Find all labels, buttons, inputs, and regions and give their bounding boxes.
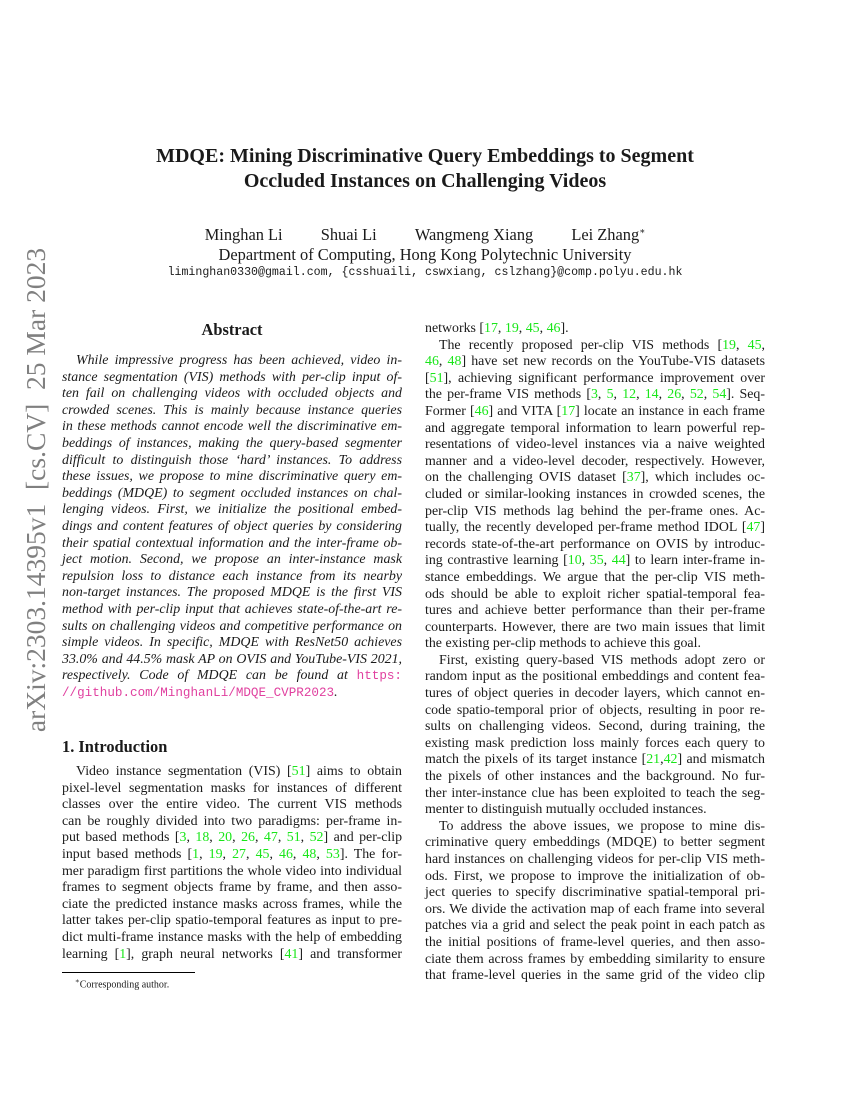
text-line: the initial positions of frame-level queries, and then asso- [425, 934, 765, 950]
text-line: crowded scenes. This is mainly because instance queries [62, 402, 402, 418]
citation-link[interactable]: 45 [255, 846, 270, 862]
text-line: input based methods [1, 19, 27, 45, 46, 48, 53]. The for- [62, 846, 402, 862]
right-column-body [425, 321, 765, 985]
author-list [0, 225, 850, 245]
text-line: ject motion. Second, we propose an inter-instance mask [62, 552, 402, 568]
citation-link[interactable]: 46 [474, 403, 489, 419]
text-line: random input as the positional embeddings and content fea- [425, 669, 765, 685]
text-line: learning [1], graph neural networks [41] and transformer [62, 946, 403, 962]
citation-link[interactable]: 46 [279, 846, 293, 862]
text-line: the existing per-clip methods to achieve this goal. [425, 636, 701, 652]
citation-link[interactable]: 52 [689, 387, 704, 403]
text-line: repulsion loss to distance each instance from its nearby [62, 568, 402, 584]
citation-link[interactable]: 26 [667, 387, 682, 403]
citation-link[interactable]: 42 [663, 752, 678, 768]
citation-link[interactable]: 26 [241, 830, 255, 846]
text-line: ciate them across frames by embedding similarity to ensure [425, 951, 765, 967]
text-line: on the challenging OVIS dataset [37], which includes oc- [425, 470, 765, 486]
citation-link[interactable]: 48 [447, 354, 462, 370]
text-line: method with per-clip input that achieves state-of-the-art re- [62, 601, 402, 617]
citation-link[interactable]: 51 [429, 370, 444, 386]
text-line: Video instance segmentation (VIS) [51] aims to obtain [76, 764, 402, 779]
affiliation: Department of Computing, Hong Kong Polytechnic University [218, 245, 632, 264]
text-line: per-clip VIS methods lag behind the per-frame ones. Ac- [425, 503, 765, 519]
citation-link[interactable]: 51 [286, 830, 301, 846]
citation-link[interactable]: 45 [747, 337, 762, 353]
citation-link[interactable]: 45 [525, 321, 540, 336]
citation-link[interactable]: 19 [722, 337, 736, 353]
citation-link[interactable]: 1 [119, 946, 127, 962]
text-line: ten fail on challenging videos with occluded objects and [62, 386, 402, 402]
text-line: frames to segment objects frame by frame, and then asso- [62, 880, 402, 896]
abstract-text: respectively. Code of MDQE can be found at [62, 668, 357, 684]
citation-link[interactable]: 47 [263, 830, 278, 846]
text-line: ing contrastive learning [10, 35, 44] to learn inter-frame in- [425, 553, 765, 569]
citation-link[interactable]: 20 [218, 830, 233, 846]
citation-link[interactable]: 10 [567, 553, 582, 569]
text-line: counterparts. However, there are two main issues that limit [425, 619, 765, 635]
text-line: ors. We divide the activation map of each frame into several [425, 901, 765, 917]
footnote-mark: ∗ [75, 977, 80, 985]
text-line: tures and achieve better performance than their per-frame [425, 603, 765, 619]
citation-link[interactable]: 54 [712, 387, 727, 403]
text-line: networks [17, 19, 45, 46]. [425, 321, 569, 336]
citation-link[interactable]: 52 [309, 830, 324, 846]
citation-link[interactable]: 46 [546, 321, 561, 336]
citation-link[interactable]: 46 [425, 354, 439, 370]
arxiv-identifier: arXiv:2303.14395v1 [cs.CV] 25 Mar 2023 [20, 247, 51, 733]
abstract-body [62, 353, 402, 701]
citation-link[interactable]: 17 [561, 403, 576, 419]
text-line: 46, 48] have set new records on the YouTube-VIS datasets [425, 354, 765, 370]
text-line: the pixels of other instances and the background. No fur- [425, 769, 765, 785]
text-line: The recently proposed per-clip VIS methods [19, 45, [439, 337, 765, 353]
citation-link[interactable]: 19 [504, 321, 519, 336]
text-line [62, 668, 402, 685]
citation-link[interactable]: 1 [192, 846, 200, 862]
citation-link[interactable]: 37 [626, 470, 641, 486]
citation-link[interactable]: 48 [302, 846, 317, 862]
text-line: non-target instances. The proposed MDQE is the first VIS [62, 585, 402, 601]
footnote [75, 977, 169, 990]
text-line: stance embeddings. We argue that the per-clip VIS meth- [425, 569, 765, 585]
text-line: code spatio-temporal prior of objects, resulting in poor re- [425, 702, 765, 718]
citation-link[interactable]: 27 [232, 846, 246, 862]
text-line: tures of object queries in decoder layers, which cannot en- [425, 686, 765, 702]
text-line: To address the above issues, we propose to mine dis- [439, 818, 765, 834]
text-line: ject queries to specify discriminative spatial-temporal pri- [425, 885, 765, 901]
text-line: match the pixels of its target instance [21,42] and mismatch [425, 752, 765, 768]
citation-link[interactable]: 19 [208, 846, 223, 862]
text-line: sults on challenging videos and competitive performance on [62, 618, 402, 634]
text-line: 33.0% and 44.5% mask AP on OVIS and YouTube-VIS 2021, [62, 651, 402, 667]
text-line: existing mask prediction loss mainly forces each query to [425, 735, 765, 751]
text-line: beddings of instances, making the query-based segmenter [62, 435, 402, 451]
paper-title-line-1: MDQE: Mining Discriminative Query Embeddings to Segment [156, 145, 694, 167]
text-line: pixel-level segmentation masks for instances of different [62, 780, 402, 796]
section-heading-introduction: 1. Introduction [62, 737, 168, 756]
code-url-link[interactable]: https: [356, 669, 402, 684]
text-line: records state-of-the-art performance on OVIS by introduc- [425, 536, 765, 552]
text-line: ods. First, we propose to improve the initialization of ob- [425, 868, 765, 884]
text-line: can be roughly divided into two paradigms: per-frame in- [62, 813, 402, 829]
citation-link[interactable]: 18 [195, 830, 210, 846]
text-line: mer paradigm first partitions the whole video into individual [62, 863, 402, 879]
corresponding-mark: ∗ [639, 226, 646, 236]
text-line: dict multi-frame instance masks with the help of embedding [62, 929, 402, 945]
abstract-heading: Abstract [201, 320, 263, 339]
text-line: classes over the entire video. The current VIS methods [62, 797, 402, 813]
text-line: in these methods cannot encode well the discriminative em- [62, 419, 402, 435]
author-name: Wangmeng Xiang [414, 225, 534, 244]
citation-link[interactable]: 53 [325, 846, 340, 862]
author-name: Lei Zhang [571, 225, 640, 244]
citation-link[interactable]: 51 [291, 764, 306, 779]
author-name: Minghan Li [204, 225, 283, 244]
text-line: [51], achieving significant performance improvement over [425, 370, 765, 386]
abstract-text: . [334, 684, 338, 700]
text-line: simple videos. In specific, MDQE with ResNet50 achieves [62, 635, 402, 651]
text-line: Former [46] and VITA [17] locate an instance in each frame [425, 403, 765, 419]
text-line: put based methods [3, 18, 20, 26, 47, 51, 52] and per-clip [62, 830, 403, 846]
citation-link[interactable]: 35 [589, 553, 604, 569]
left-column-body [62, 764, 402, 963]
text-line: dings and content features of object queries by considering [62, 518, 402, 534]
text-line: difficult to distinguish those ‘hard’ instances. To address [62, 452, 402, 468]
footnote-rule [62, 972, 195, 973]
citation-link[interactable]: 21 [646, 752, 661, 768]
author-name: Shuai Li [320, 225, 377, 244]
text-line: beddings (MDQE) to segment occluded instances on chal- [62, 485, 402, 501]
author-emails: liminghan0330@gmail.com, {csshuaili, cswxiang, cslzhang}@comp.polyu.edu.hk [167, 266, 683, 279]
text-line: latter takes per-clip spatio-temporal features as input to pre- [62, 913, 402, 929]
text-line: hard instances on challenging videos for per-clip VIS meth- [425, 852, 765, 867]
text-line: First, existing query-based VIS methods adopt zero or [439, 652, 765, 668]
text-line: cluded or similar-looking instances in crowded scenes, the [425, 486, 765, 502]
citation-link[interactable]: 44 [611, 553, 626, 569]
text-line: their spatial contextual information and the inter-frame ob- [62, 535, 402, 551]
citation-link[interactable]: 14 [644, 387, 659, 403]
text-line: that frame-level queries in the same grid of the video clip [425, 968, 765, 984]
text-line: criminative query embeddings (MDQE) to better segment [425, 835, 765, 851]
text-line [62, 685, 402, 702]
citation-link[interactable]: 41 [284, 946, 299, 962]
citation-link[interactable]: 5 [606, 387, 614, 403]
text-line: menter to distinguish mutually occluded instances. [425, 802, 707, 818]
text-line: these issues, we propose to mine discriminative query em- [62, 469, 402, 485]
text-line: resentations of video-level instances via a naive weighted [425, 437, 765, 453]
citation-link[interactable]: 47 [746, 520, 761, 536]
text-line: sults on challenging videos. Second, during training, the [425, 719, 765, 735]
citation-link[interactable]: 3 [590, 387, 598, 403]
text-line: the per-frame VIS methods [3, 5, 12, 14, 26, 52, 54]. Seq- [425, 387, 765, 403]
text-line: manner and a video-level decoder, respectively. However, [425, 453, 765, 469]
text-line: tually, the recently developed per-frame method IDOL [47] [425, 520, 765, 536]
citation-link[interactable]: 17 [484, 321, 498, 336]
citation-link[interactable]: 12 [622, 387, 637, 403]
text-line: While impressive progress has been achieved, video in- [76, 353, 402, 368]
text-line: stance segmentation (VIS) methods with per-clip input of- [62, 369, 402, 385]
text-line: and aggregate temporal information to learn powerful rep- [425, 420, 765, 436]
text-line: patches via a grid and select the peak point in each patch as [425, 918, 765, 934]
paper-title-line-2: Occluded Instances on Challenging Videos [243, 170, 607, 192]
text-line: ciate the predicted instance masks across frames, while the [62, 896, 402, 912]
footnote-text: Corresponding author. [79, 979, 170, 991]
text-line: ther inter-instance clue has been exploited to teach the seg- [425, 785, 765, 801]
citation-link[interactable]: 3 [179, 830, 187, 846]
text-line: ods should be able to exploit richer spatial-temporal fea- [425, 586, 765, 602]
code-url-link[interactable]: //github.com/MinghanLi/MDQE_CVPR2023 [62, 685, 335, 700]
text-line: lenging videos. First, we initialize the positional embed- [62, 502, 402, 518]
